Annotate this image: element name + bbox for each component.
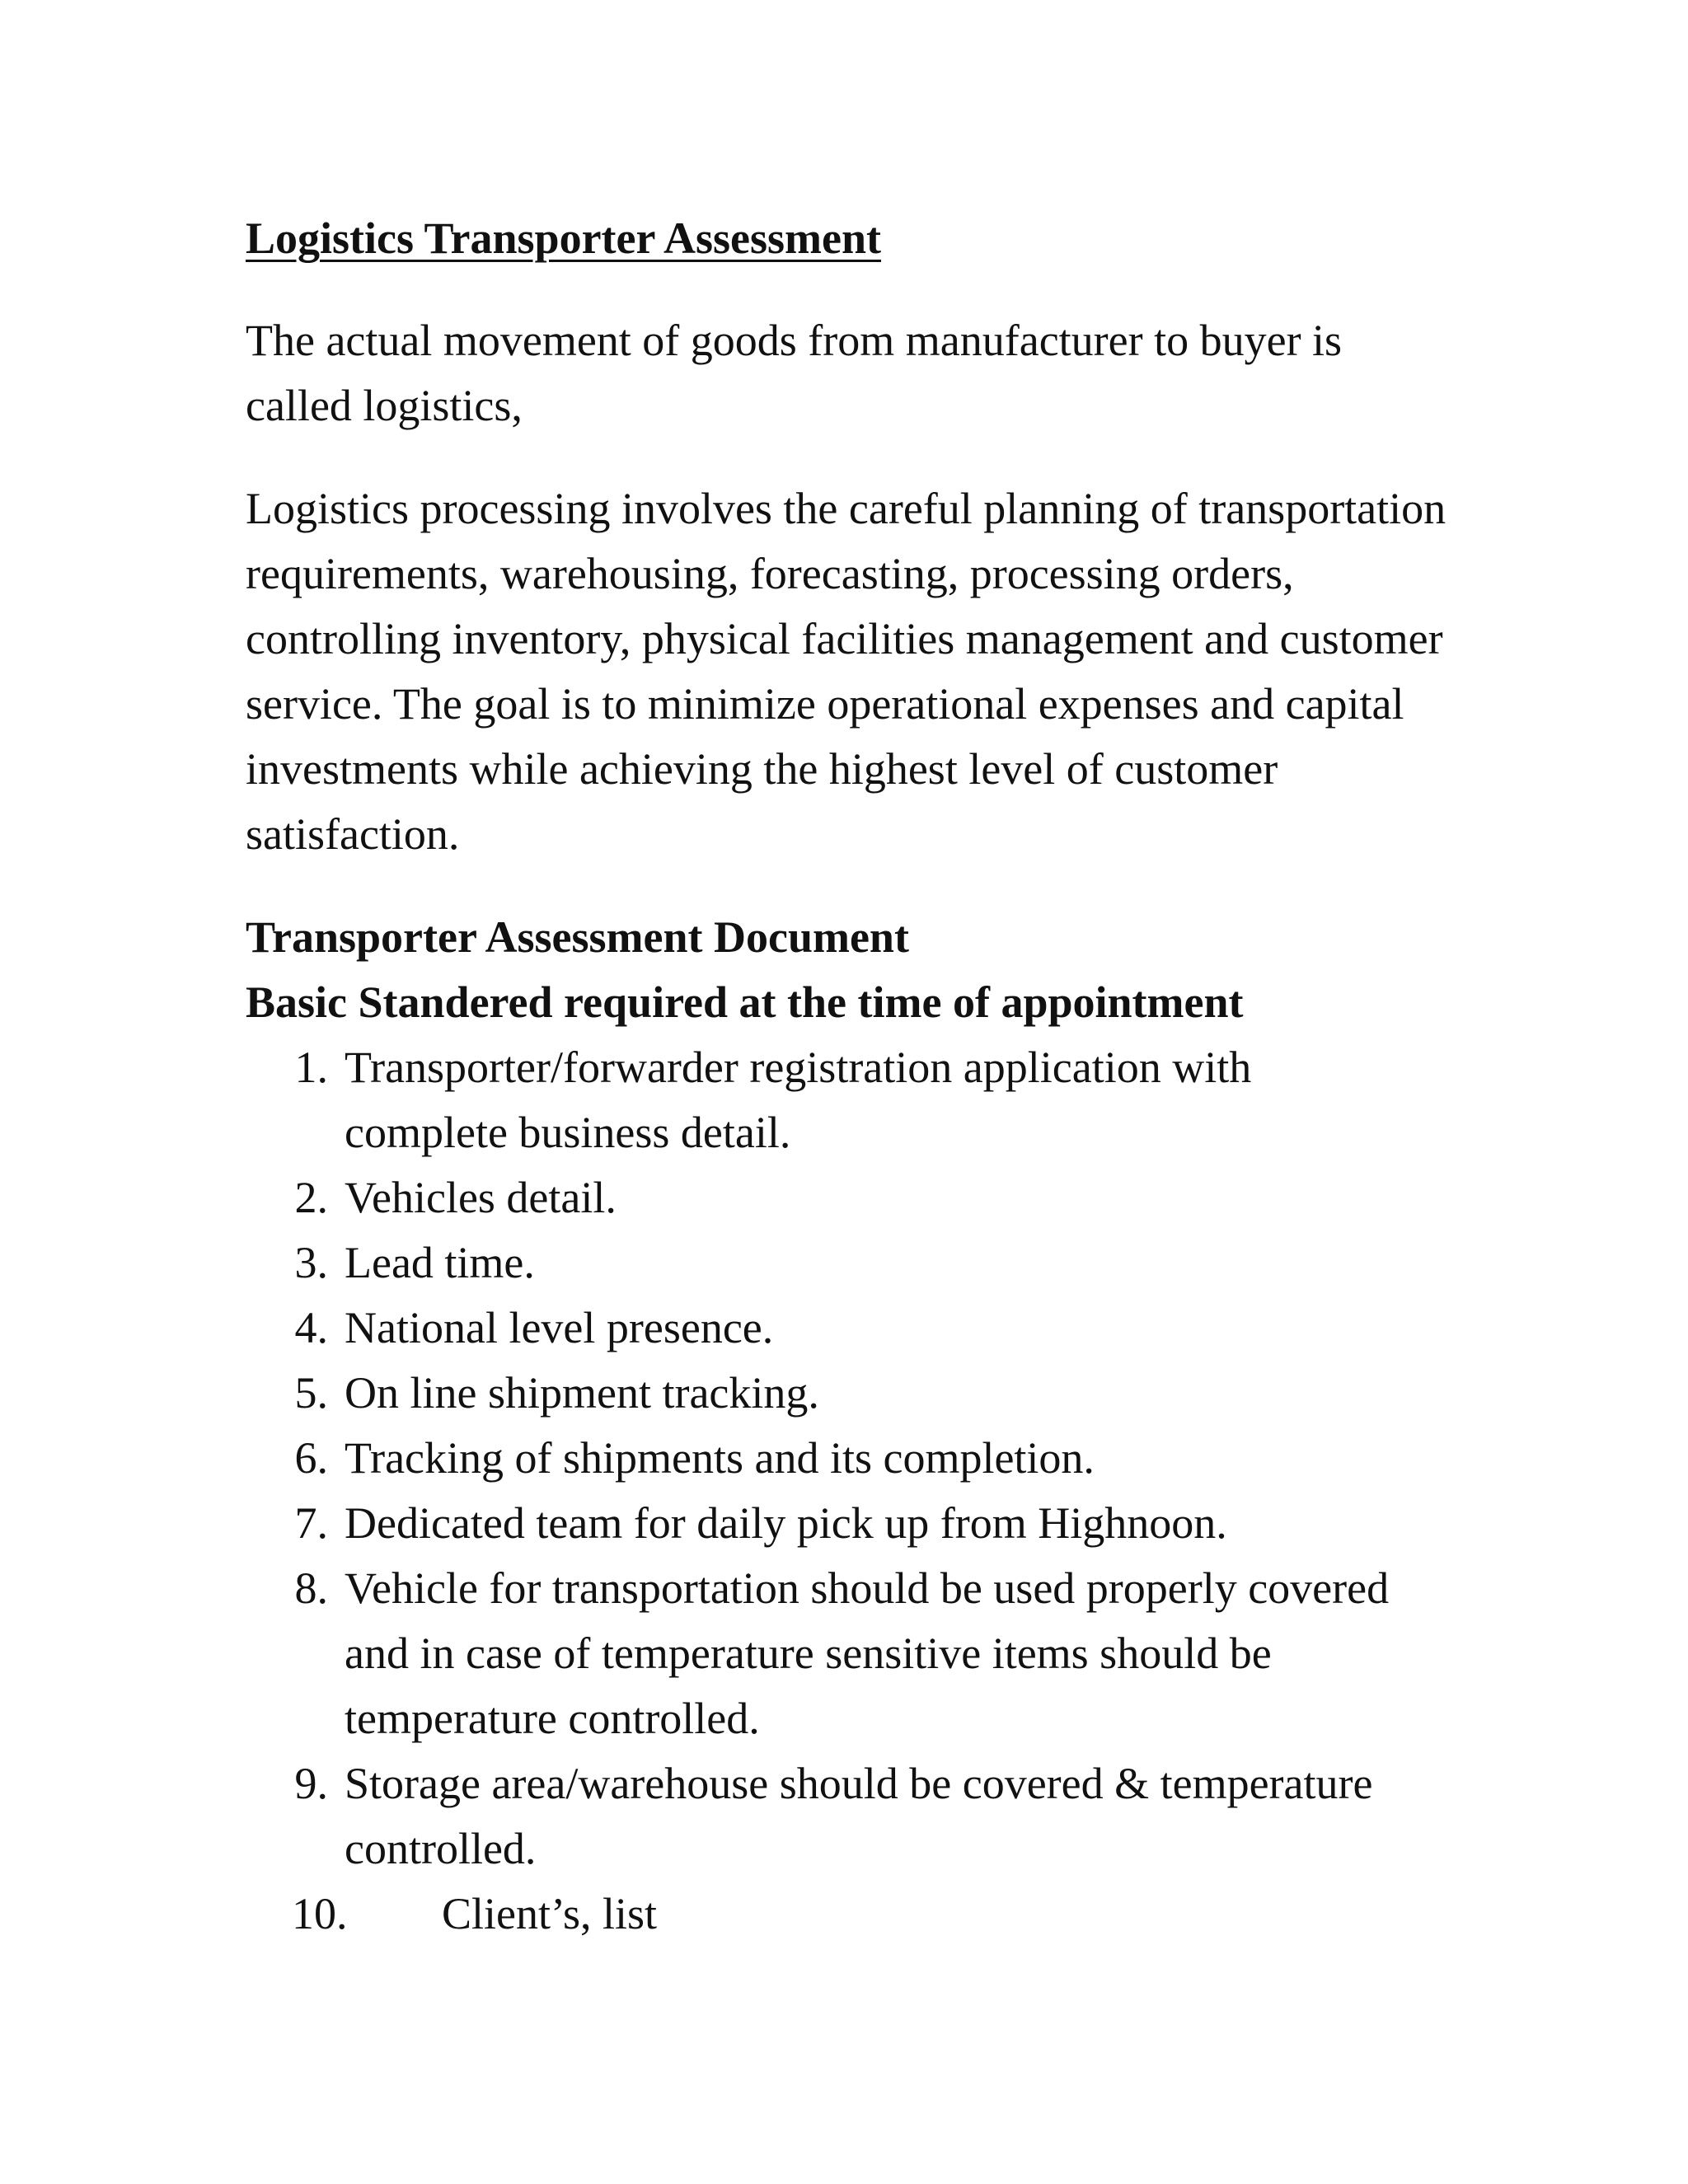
- list-item: [246, 1165, 1449, 1230]
- list-item-text: Lead time.: [345, 1238, 535, 1287]
- list-item: [246, 1491, 1449, 1556]
- list-item: [246, 1882, 1449, 1947]
- sub-heading: Basic Standered required at the time of appointment: [246, 977, 1244, 1027]
- list-item: [246, 1426, 1449, 1491]
- list-item-number: 8.: [294, 1563, 328, 1613]
- document-body: [246, 206, 1449, 1947]
- list-item-text: Storage area/warehouse should be covered & temperature controlled.: [345, 1759, 1373, 1873]
- list-item-text: Vehicle for transportation should be used properly covered and in case of temperature sensitive items should be temperature controlled.: [345, 1563, 1390, 1743]
- list-item-text: National level presence.: [345, 1303, 774, 1352]
- list-item-number: 5.: [294, 1368, 328, 1418]
- list-item-number: 1.: [294, 1043, 328, 1092]
- requirements-list: [246, 1035, 1449, 1947]
- list-item-number: 6.: [294, 1433, 328, 1483]
- list-item-number: 2.: [294, 1173, 328, 1222]
- list-item-number: 10.: [292, 1889, 348, 1938]
- list-item-number: 3.: [294, 1238, 328, 1287]
- section-heading: Transporter Assessment Document: [246, 912, 909, 962]
- list-item-text: Transporter/forwarder registration application with complete business detail.: [345, 1043, 1252, 1157]
- list-item-text: On line shipment tracking.: [345, 1368, 819, 1418]
- list-item: [246, 1751, 1416, 1882]
- document-title: Logistics Transporter Assessment: [246, 213, 882, 263]
- list-item: [246, 1230, 1449, 1296]
- list-item: [246, 1556, 1416, 1751]
- list-item-text: Vehicles detail.: [345, 1173, 617, 1222]
- list-item-text: Client’s, list: [442, 1889, 658, 1938]
- list-item-number: 7.: [294, 1498, 328, 1548]
- list-item-text: Tracking of shipments and its completion.: [345, 1433, 1095, 1483]
- intro-paragraph: The actual movement of goods from manufacturer to buyer is called logistics,: [246, 316, 1343, 430]
- list-item-number: 4.: [294, 1303, 328, 1352]
- list-item-text: Dedicated team for daily pick up from Highnoon.: [345, 1498, 1227, 1548]
- logistics-paragraph: Logistics processing involves the careful planning of transportation requirements, warehousing, forecasting, processing orders, controlling inventory, physical facilities management and customer service. The goal is to minimize operational expenses and capital investments while achieving the highest level of customer satisfaction.: [246, 484, 1447, 859]
- list-item: [246, 1361, 1449, 1426]
- list-item: [246, 1296, 1449, 1361]
- list-item: [246, 1035, 1416, 1165]
- list-item-number: 9.: [294, 1759, 328, 1808]
